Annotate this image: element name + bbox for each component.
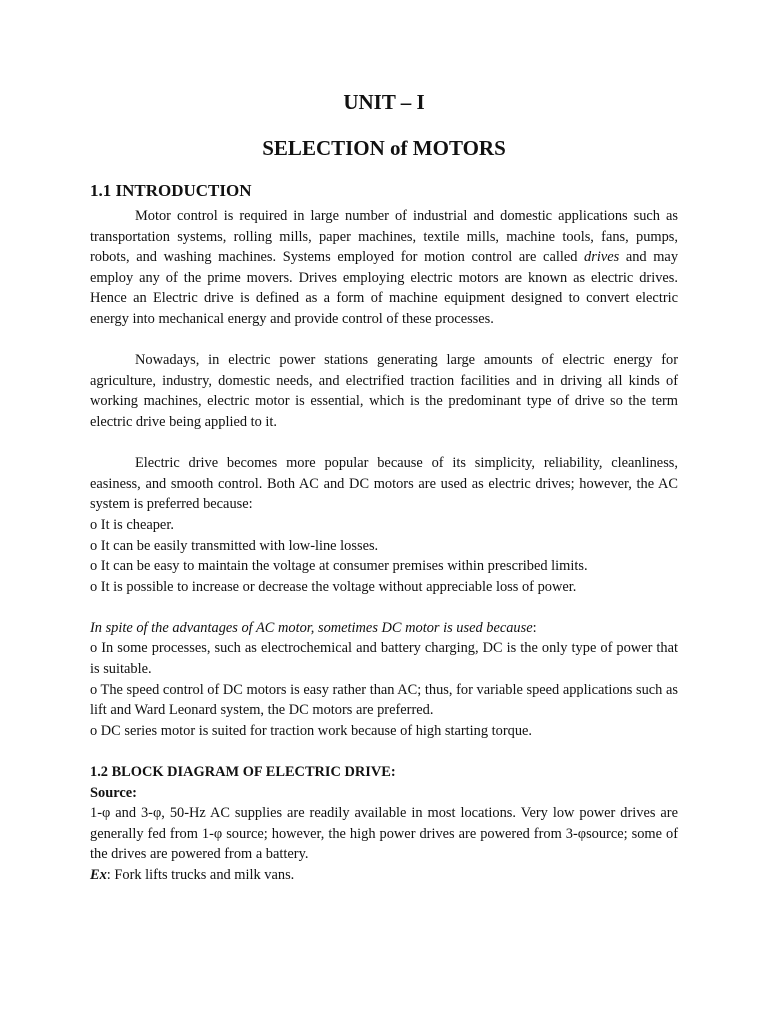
example-text: : Fork lifts trucks and milk vans. (106, 867, 295, 883)
intro-p1-italic: drives (584, 249, 620, 266)
section-2-heading: 1.2 BLOCK DIAGRAM OF ELECTRIC DRIVE: (90, 764, 396, 781)
dc-bullet: o The speed control of DC motors is easy rather than AC; thus, for variable speed applications such as lift and Ward Leonard system, the DC motors are preferred. (90, 681, 678, 719)
spacer (90, 433, 678, 454)
example-label: Ex (90, 867, 107, 883)
dc-intro-italic: In spite of the advantages of AC motor, sometimes DC motor is used because (90, 619, 533, 636)
source-subheading: Source: (90, 784, 137, 801)
document-body (90, 180, 678, 886)
spacer (90, 330, 678, 351)
ac-bullet: o It can be easily transmitted with low-line losses. (90, 537, 379, 554)
intro-paragraph-3: Electric drive becomes more popular because of its simplicity, reliability, cleanliness, easiness, and smooth control. Both AC and DC motors are used as electric drives; however, the AC system is preferred because: (90, 455, 678, 513)
spacer (90, 741, 678, 762)
intro-paragraph-2: Nowadays, in electric power stations generating large amounts of electric energy for agriculture, industry, domestic needs, and electrified traction facilities and in driving all kinds of working machines, electric motor is essential, which is the predominant type of drive so the term electric drive being applied to it. (90, 352, 678, 430)
spacer (90, 597, 678, 618)
intro-p1-text-b: and may employ any of the prime movers. Drives employing electric motors are known as electric drives. Hence an Electric drive is defined as a form of machine equipment designed to convert electric energy into mechanical energy and provide control of these processes. (90, 249, 679, 327)
dc-intro (90, 618, 678, 639)
dc-bullet: o In some processes, such as electrochemical and battery charging, DC is the only type of power that is suitable. (90, 640, 678, 678)
unit-title: UNIT – I (343, 90, 425, 114)
main-title: SELECTION of MOTORS (262, 136, 506, 160)
dc-intro-colon: : (532, 619, 537, 636)
intro-paragraph-1 (90, 206, 678, 330)
dc-bullet: o DC series motor is suited for traction work because of high starting torque. (90, 722, 533, 739)
intro-p1-text-a: Motor control is required in large number of industrial and domestic applications such as transportation systems, rolling mills, paper machines, textile mills, machine tools, fans, pumps, robots, and washing machines. Systems employed for motion control are called (90, 208, 678, 266)
example-line (90, 865, 678, 886)
ac-bullet: o It is cheaper. (90, 516, 174, 533)
section-1-heading: 1.1 INTRODUCTION (90, 181, 252, 200)
ac-bullet: o It can be easy to maintain the voltage at consumer premises within prescribed limits. (90, 558, 588, 575)
source-paragraph: 1-φ and 3-φ, 50-Hz AC supplies are readily available in most locations. Very low power drives are generally fed from 1-φ source; however, the high power drives are powered from 3-φsource; some of the drives are powered from a battery. (90, 805, 678, 863)
ac-bullet: o It is possible to increase or decrease the voltage without appreciable loss of power. (90, 578, 577, 595)
